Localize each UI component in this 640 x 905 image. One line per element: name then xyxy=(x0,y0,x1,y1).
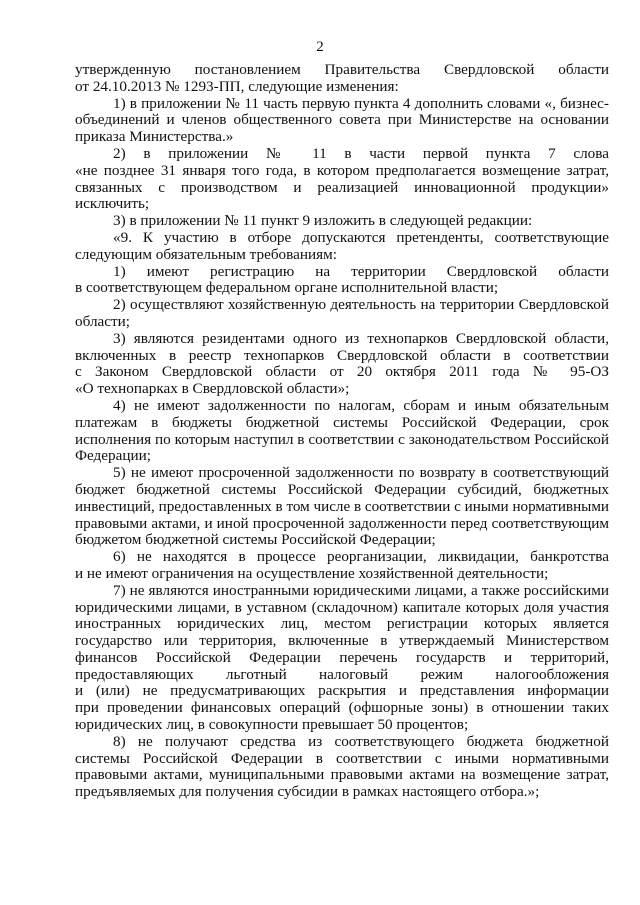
text-line: 1) имеют регистрацию на территории Свердловской области xyxy=(113,262,609,280)
text-line: 4) не имеют задолженности по налогам, сборам и иным обязательным xyxy=(113,396,609,414)
text-line: финансов Российской Федерации перечень государств и территорий, xyxy=(75,648,609,666)
text-line: системы Российской Федерации в соответствии с иными нормативными xyxy=(75,749,609,767)
text-line: инвестиций, предоставленных в том числе в соответствии с иными нормативными xyxy=(75,498,609,515)
text-line: включенных в реестр технопарков Свердловской области в соответствии xyxy=(75,346,609,364)
text-line: области; xyxy=(75,312,130,330)
text-line: Федерации; xyxy=(75,447,151,465)
text-line: с Законом Свердловской области от 20 октября 2011 года № 95-ОЗ xyxy=(75,363,609,381)
text-line: 8) не получают средства из соответствующего бюджета бюджетной xyxy=(113,732,609,750)
page-number: 2 xyxy=(316,39,324,55)
text-line: 2) осуществляют хозяйственную деятельность на территории Свердловской xyxy=(113,296,609,314)
text-line: 2) в приложении № 11 в части первой пункта 7 слова xyxy=(113,144,609,162)
text-line: юридическими лицами, в уставном (складочном) капитале которых доля участия xyxy=(75,598,609,616)
text-line: 5) не имеют просроченной задолженности по возврату в соответствующий xyxy=(113,464,609,482)
text-line: при проведении финансовых операций (офшорные зоны) в отношении таких xyxy=(75,699,609,717)
text-line: от 24.10.2013 № 1293-ПП, следующие изменения: xyxy=(75,77,399,95)
text-line: правовыми актами, и иной просроченной задолженности перед соответствующим xyxy=(75,514,609,532)
text-line: иностранных юридических лиц, местом регистрации которых является xyxy=(75,615,609,633)
document-body xyxy=(75,62,609,801)
text-line: государство или территория, включенные в утверждаемый Министерством xyxy=(75,632,609,650)
text-line: платежам в бюджеты бюджетной системы Российской Федерации, срок xyxy=(75,413,609,431)
text-line: 3) являются резидентами одного из технопарков Свердловской области, xyxy=(113,329,609,347)
text-line: бюджет бюджетной системы Российской Федерации субсидий, бюджетных xyxy=(75,480,609,498)
text-line: «9. К участию в отборе допускаются претенденты, соответствующие xyxy=(113,228,609,246)
text-line: предоставляющих льготный налоговый режим налогообложения xyxy=(75,665,609,683)
text-line: и (или) не предусматривающих раскрытия и представления информации xyxy=(75,682,609,700)
text-line: «О технопарках в Свердловской области»; xyxy=(75,380,350,398)
text-line: 7) не являются иностранными юридическими лицами, а также российскими xyxy=(113,581,609,599)
text-line: и не имеют ограничения на осуществление хозяйственной деятельности; xyxy=(75,564,549,582)
text-line: 1) в приложении № 11 часть первую пункта 4 дополнить словами «, бизнес- xyxy=(113,94,609,112)
text-line: исполнения по которым наступил в соответствии с законодательством Российской xyxy=(75,430,609,448)
text-line: связанных с производством и реализацией инновационной продукции» xyxy=(75,178,609,196)
text-line: правовыми актами, муниципальными правовыми актами на возмещение затрат, xyxy=(75,766,609,784)
text-line: бюджетом бюджетной системы Российской Федерации; xyxy=(75,531,436,549)
text-line: 6) не находятся в процессе реорганизации, ликвидации, банкротства xyxy=(113,548,609,566)
text-line: исключить; xyxy=(75,195,150,213)
text-line: в соответствующем федеральном органе исполнительной власти; xyxy=(75,279,499,297)
text-line: утвержденную постановлением Правительства Свердловской области xyxy=(75,61,609,78)
text-line: приказа Министерства.» xyxy=(75,128,234,146)
text-line: объединений и членов общественного совета при Министерстве на основании xyxy=(75,111,609,129)
text-line: следующим обязательным требованиям: xyxy=(75,245,337,263)
text-line: 3) в приложении № 11 пункт 9 изложить в следующей редакции: xyxy=(113,212,533,230)
text-line: юридических лиц, в совокупности превышает 50 процентов; xyxy=(75,716,469,734)
text-line: предъявляемых для получения субсидии в рамках настоящего отбора.»; xyxy=(75,783,540,801)
text-line: «не позднее 31 января того года, в котором предполагается возмещение затрат, xyxy=(75,161,609,179)
